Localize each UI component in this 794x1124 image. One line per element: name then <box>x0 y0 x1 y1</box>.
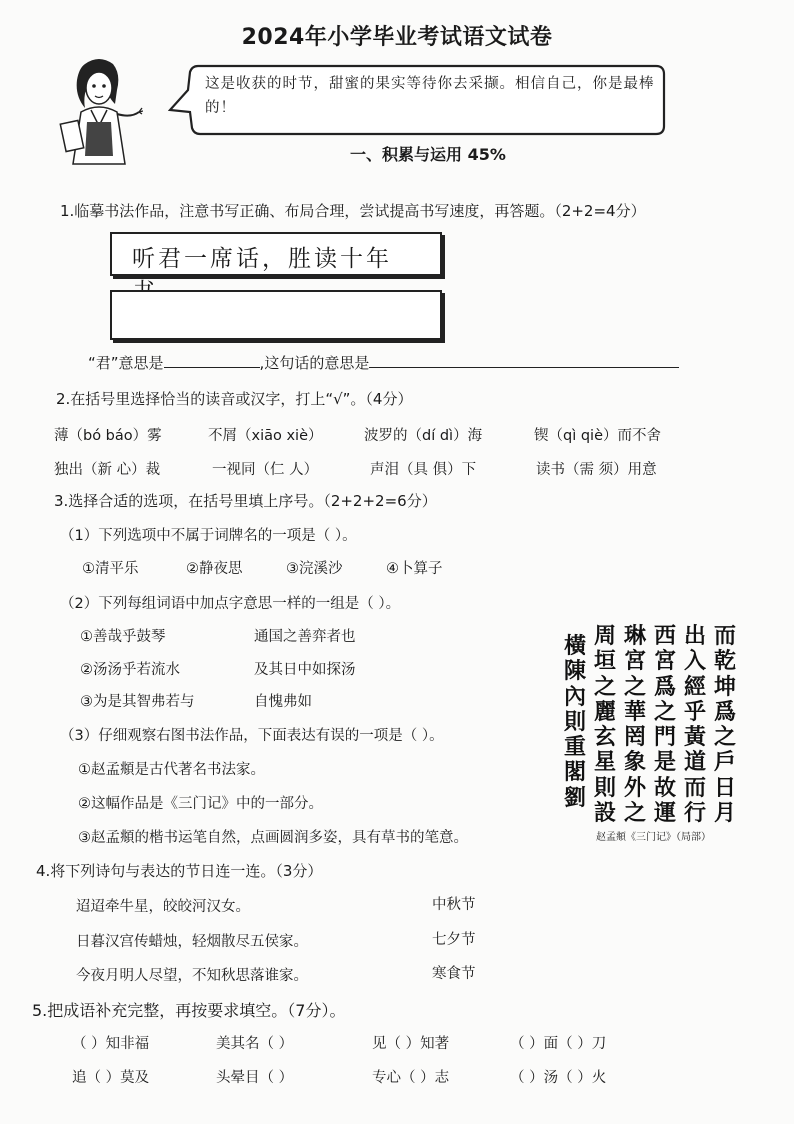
q2-item-7: 声泪（具 俱）下 <box>370 462 477 478</box>
q3-sub3-option-1: ①赵孟頫是古代著名书法家。 <box>78 762 265 778</box>
q2-item-4: 锲（qì qiè）而不舍 <box>534 428 661 444</box>
q3-sub1-option-3: ③浣溪沙 <box>286 561 343 577</box>
q3-sub3-option-3: ③赵孟頫的楷书运笔自然，点画圆润多姿，具有草书的笔意。 <box>78 830 468 846</box>
calligraphy-column-1: 而乾坤爲之戶日月 <box>713 623 736 827</box>
q3-sub2-pair-1-b: 通国之善弈者也 <box>254 629 356 645</box>
q5-idiom-3[interactable]: 见（ ）知著 <box>372 1036 450 1052</box>
q5-idiom-8[interactable]: （ ）汤（ ）火 <box>510 1070 607 1086</box>
calligraphy-copy-box[interactable] <box>110 290 442 340</box>
q2-item-3: 波罗的（dí dì）海 <box>364 428 483 444</box>
q4-festival-2[interactable]: 七夕节 <box>432 932 476 948</box>
q3-sub2-pair-2-a: ②汤汤乎若流水 <box>80 662 180 678</box>
question-3: 3.选择合适的选项，在括号里填上序号。（2+2+2=6分） <box>54 492 437 510</box>
q5-idiom-1[interactable]: （ ）知非福 <box>72 1036 150 1052</box>
q3-sub2-pair-3-b: 自愧弗如 <box>254 694 312 710</box>
question-2: 2.在括号里选择恰当的读音或汉字，打上“√”。（4分） <box>56 390 413 408</box>
exam-title: 2024年小学毕业考试语文试卷 <box>241 25 553 50</box>
q1-answer-label-a: “君”意思是 <box>88 354 164 372</box>
q1-answer-label-b: ,这句话的意思是 <box>259 354 370 372</box>
calligraphy-column-5: 周垣之麗玄星則設 <box>593 623 616 827</box>
q5-idiom-6[interactable]: 头晕目（ ） <box>216 1070 294 1086</box>
q3-sub2-pair-2-b: 及其日中如探汤 <box>254 662 356 678</box>
calligraphy-column-4: 琳宮之華罔象外之 <box>623 623 646 827</box>
q3-sub1-option-2: ②静夜思 <box>186 561 243 577</box>
q1-answer-line <box>88 352 679 373</box>
q2-item-1: 薄（bó báo）雾 <box>54 428 162 444</box>
calligraphy-model-text: 听君一席话，胜读十年 <box>132 246 392 272</box>
q1-blank-b[interactable] <box>369 353 679 368</box>
q4-festival-3[interactable]: 寒食节 <box>432 966 476 982</box>
section-title: 一、积累与运用 45% <box>350 145 506 164</box>
q3-sub2-pair-1-a: ①善哉乎鼓琴 <box>80 629 166 645</box>
calligraphy-panel <box>560 623 738 827</box>
calligraphy-column-2: 出入經乎黃道而行 <box>683 623 706 827</box>
calligraphy-model-box <box>110 232 442 276</box>
q1-blank-a[interactable] <box>164 353 260 368</box>
q5-idiom-2[interactable]: 美其名（ ） <box>216 1036 294 1052</box>
calligraphy-caption: 赵孟頫《三门记》（局部） <box>596 832 711 843</box>
q3-sub2: （2）下列每组词语中加点字意思一样的一组是（ ）。 <box>60 596 401 612</box>
bubble-text: 这是收获的时节，甜蜜的果实等待你去采撷。相信自己，你是最棒的！ <box>205 76 655 116</box>
calligraphy-column-3: 西宮爲之門是故運 <box>653 623 676 827</box>
q3-sub1-option-4: ④卜算子 <box>386 561 443 577</box>
q3-sub2-pair-3-a: ③为是其智弗若与 <box>80 694 195 710</box>
question-1: 1.临摹书法作品，注意书写正确、布局合理，尝试提高书写速度，再答题。（2+2=4分） <box>60 202 646 220</box>
q3-sub3-option-2: ②这幅作品是《三门记》中的一部分。 <box>78 796 323 812</box>
q3-sub1: （1）下列选项中不属于词牌名的一项是（ ）。 <box>60 528 357 544</box>
question-4: 4.将下列诗句与表达的节日连一连。（3分） <box>36 862 323 880</box>
question-5: 5.把成语补充完整，再按要求填空。（7分）。 <box>32 1001 346 1020</box>
q4-poem-3[interactable]: 今夜月明人尽望，不知秋思落谁家。 <box>76 968 308 984</box>
q5-idiom-4[interactable]: （ ）面（ ）刀 <box>510 1036 607 1052</box>
calligraphy-column-6: 橫陳內則重閣劉 <box>563 633 586 811</box>
q2-item-6: 一视同（仁 人） <box>212 462 319 478</box>
q4-poem-2[interactable]: 日暮汉宫传蜡烛，轻烟散尽五侯家。 <box>76 934 308 950</box>
q5-idiom-7[interactable]: 专心（ ）志 <box>372 1070 450 1086</box>
q2-item-8: 读书（需 须）用意 <box>536 462 657 478</box>
q4-festival-1[interactable]: 中秋节 <box>432 897 476 913</box>
q2-item-2: 不屑（xiāo xiè） <box>208 428 323 444</box>
q5-idiom-5[interactable]: 追（ ）莫及 <box>72 1070 150 1086</box>
cartoon-girl-image <box>55 56 143 168</box>
q3-sub3: （3）仔细观察右图书法作品，下面表达有误的一项是（ ）。 <box>60 728 444 744</box>
q3-sub1-option-1: ①清平乐 <box>82 561 139 577</box>
q2-item-5: 独出（新 心）裁 <box>54 462 161 478</box>
q4-poem-1[interactable]: 迢迢牵牛星，皎皎河汉女。 <box>76 899 250 915</box>
